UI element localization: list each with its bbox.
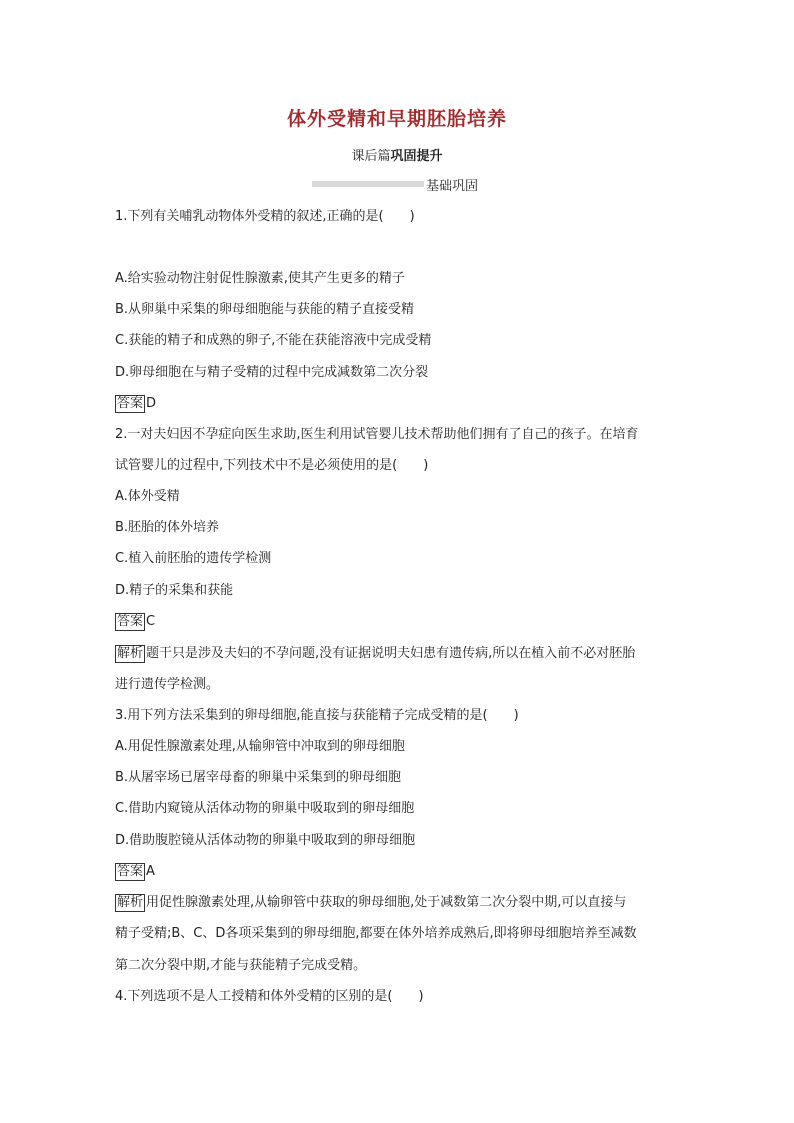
q3-analysis-line1: [115, 894, 626, 912]
q2-answer: [115, 613, 155, 631]
q2-option-d: D.精子的采集和获能: [115, 583, 234, 598]
answer-tag: 答案: [117, 396, 144, 411]
q3-answer-value: A: [146, 864, 155, 879]
q2-analysis-line2: 进行遗传学检测。: [115, 677, 220, 692]
q4-stem: 4.下列选项不是人工授精和体外受精的区别的是( ): [115, 989, 424, 1004]
q2-answer-value: C: [146, 614, 156, 629]
answer-tag: 答案: [117, 614, 144, 629]
q3-analysis-line2: 精子受精;B、C、D各项采集到的卵母细胞,都要在体外培养成熟后,即将卵母细胞培养至减数: [115, 926, 637, 941]
q1-option-c: C.获能的精子和成熟的卵子,不能在获能溶液中完成受精: [115, 333, 432, 348]
q3-stem: 3.用下列方法采集到的卵母细胞,能直接与获能精子完成受精的是( ): [115, 708, 519, 723]
section-header: [312, 176, 478, 192]
analysis-tag: 解析: [117, 646, 144, 661]
subtitle-bold: 巩固提升: [390, 149, 443, 164]
analysis-tag: 解析: [117, 895, 144, 910]
q2-analysis-text1: 题干只是涉及夫妇的不孕问题,没有证据说明夫妇患有遗传病,所以在植入前不必对胚胎: [146, 646, 636, 661]
q2-stem-line2: 试管婴儿的过程中,下列技术中不是必须使用的是( ): [115, 458, 429, 473]
q2-analysis-line1: [115, 645, 635, 663]
document-subtitle: [0, 145, 794, 164]
answer-tag: 答案: [117, 864, 144, 879]
section-bar: [312, 181, 424, 187]
q1-answer-value: D: [146, 396, 157, 411]
q3-option-c: C.借助内窥镜从活体动物的卵巢中吸取到的卵母细胞: [115, 801, 415, 816]
q1-option-a: A.给实验动物注射促性腺激素,使其产生更多的精子: [115, 271, 405, 286]
q3-analysis-text1: 用促性腺激素处理,从输卵管中获取的卵母细胞,处于减数第二次分裂中期,可以直接与: [146, 895, 627, 910]
q2-option-c: C.植入前胚胎的遗传学检测: [115, 551, 272, 566]
document-title: 体外受精和早期胚胎培养: [286, 108, 507, 130]
q3-answer: [115, 863, 155, 881]
subtitle-plain: 课后篇: [351, 149, 391, 164]
q2-option-b: B.胚胎的体外培养: [115, 520, 220, 535]
section-title: 基础巩固: [426, 178, 479, 194]
q3-option-d: D.借助腹腔镜从活体动物的卵巢中吸取到的卵母细胞: [115, 833, 416, 848]
q1-option-d: D.卵母细胞在与精子受精的过程中完成减数第二次分裂: [115, 365, 429, 380]
q3-option-a: A.用促性腺激素处理,从输卵管中冲取到的卵母细胞: [115, 739, 405, 754]
q3-option-b: B.从屠宰场已屠宰母畜的卵巢中采集到的卵母细胞: [115, 770, 402, 785]
q1-stem: 1.下列有关哺乳动物体外受精的叙述,正确的是( ): [115, 209, 415, 224]
q1-answer: [115, 395, 156, 413]
q1-option-b: B.从卵巢中采集的卵母细胞能与获能的精子直接受精: [115, 302, 415, 317]
q3-analysis-line3: 第二次分裂中期,才能与获能精子完成受精。: [115, 958, 367, 973]
q2-option-a: A.体外受精: [115, 489, 180, 504]
q2-stem-line1: 2.一对夫妇因不孕症向医生求助,医生利用试管婴儿技术帮助他们拥有了自己的孩子。在培育: [115, 427, 639, 442]
